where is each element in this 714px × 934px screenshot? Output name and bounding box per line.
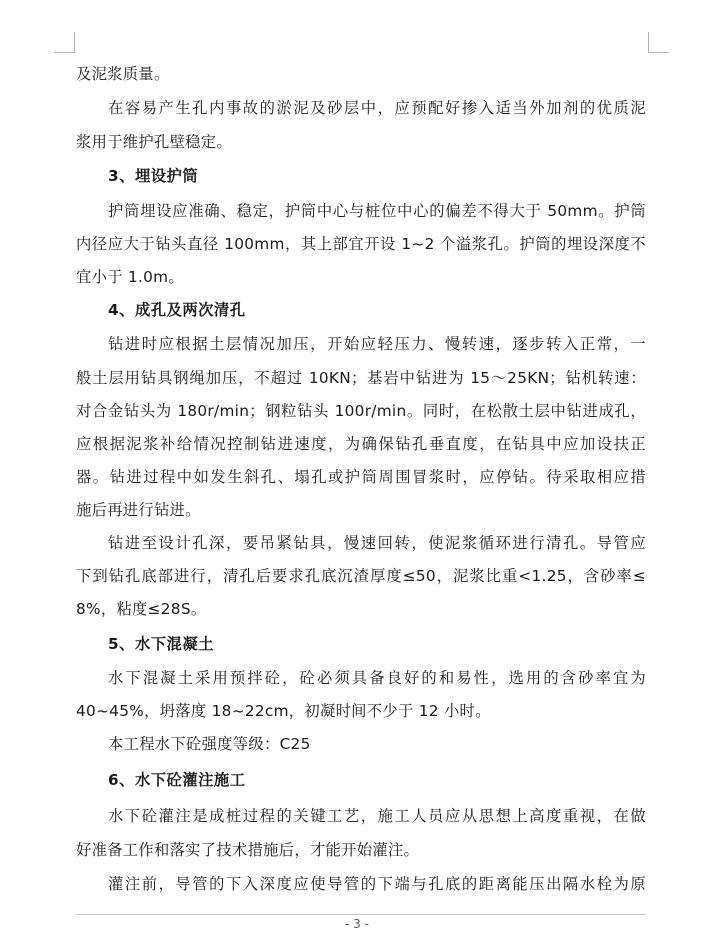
section-heading: 5、水下混凝土 xyxy=(108,635,214,653)
paragraph-line: 8%，粘度≤28S。 xyxy=(76,600,207,618)
paragraph-line: 水下砼灌注是成桩过程的关键工艺，施工人员应从思想上高度重视，在做 xyxy=(108,807,646,825)
paragraph-line: 钻进至设计孔深，要吊紧钻具，慢速回转，使泥浆循环进行清孔。导管应 xyxy=(108,534,646,552)
paragraph-line: 40~45%，坍落度 18~22cm，初凝时间不少于 12 小时。 xyxy=(76,702,491,720)
paragraph-line: 般土层用钻具钢绳加压，不超过 10KN；基岩中钻进为 15～25KN；钻机转速： xyxy=(76,369,646,387)
paragraph-line: 对合金钻头为 180r/min；钢粒钻头 100r/min。同时，在松散土层中钻进成孔， xyxy=(76,402,646,420)
paragraph-line: 浆用于维护孔壁稳定。 xyxy=(76,133,232,151)
page-number: - 3 - xyxy=(345,917,369,931)
paragraph-line: 本工程水下砼强度等级：C25 xyxy=(108,735,311,753)
paragraph-line: 灌注前，导管的下入深度应使导管的下端与孔底的距离能压出隔水栓为原 xyxy=(108,875,646,893)
section-heading: 3、埋设护筒 xyxy=(108,167,199,185)
paragraph-line: 护筒埋设应准确、稳定，护筒中心与桩位中心的偏差不得大于 50mm。护筒 xyxy=(108,202,646,220)
crop-mark-top-left xyxy=(54,32,75,53)
section-heading: 6、水下砼灌注施工 xyxy=(108,771,246,789)
crop-mark-top-right xyxy=(648,32,669,53)
paragraph-line: 施后再进行钻进。 xyxy=(76,501,201,519)
paragraph-line: 宜小于 1.0m。 xyxy=(76,268,184,286)
paragraph-line: 应根据泥浆补给情况控制钻进速度，为确保钻孔垂直度，在钻具中应加设扶正 xyxy=(76,435,646,453)
paragraph-line: 在容易产生孔内事故的淤泥及砂层中，应预配好掺入适当外加剂的优质泥 xyxy=(108,99,646,117)
section-heading: 4、成孔及两次清孔 xyxy=(108,301,246,319)
paragraph-line: 器。钻进过程中如发生斜孔、塌孔或护筒周围冒浆时，应停钻。待采取相应措 xyxy=(76,468,646,486)
paragraph-line: 钻进时应根据土层情况加压，开始应轻压力、慢转速，逐步转入正常，一 xyxy=(108,335,646,353)
footer-divider xyxy=(76,914,646,915)
paragraph-line: 下到钻孔底部进行，清孔后要求孔底沉渣厚度≤50，泥浆比重<1.25，含砂率≤ xyxy=(76,567,646,585)
paragraph-line: 内径应大于钻头直径 100mm，其上部宜开设 1~2 个溢浆孔。护筒的埋设深度不 xyxy=(76,235,646,253)
paragraph-line: 水下混凝土采用预拌砼，砼必须具备良好的和易性，选用的含砂率宜为 xyxy=(108,669,646,687)
paragraph-line: 好准备工作和落实了技术措施后，才能开始灌注。 xyxy=(76,841,420,859)
paragraph-line: 及泥浆质量。 xyxy=(76,65,170,83)
